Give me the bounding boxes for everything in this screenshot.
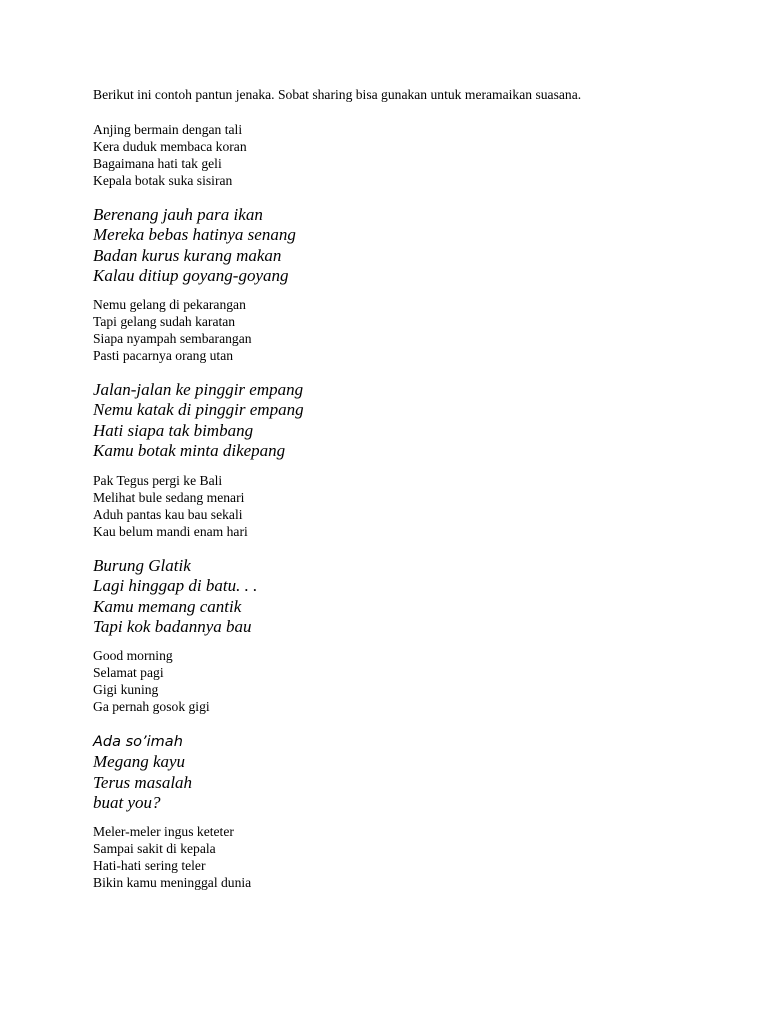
pantun-line: Tapi kok badannya bau — [93, 616, 252, 636]
pantun-line: Berenang jauh para ikan — [93, 205, 263, 224]
pantun-line: Megang kayu — [93, 752, 186, 772]
pantun-line: Kau belum mandi enam hari — [93, 524, 248, 539]
pantun-line: Jalan-jalan ke pinggir empang — [93, 380, 304, 399]
pantun-line: Ada so’imah — [93, 734, 183, 750]
pantun-stanza-5 — [93, 472, 248, 540]
pantun-line: Lagi hinggap di batu. . . — [93, 576, 258, 596]
pantun-line: Selamat pagi — [93, 665, 164, 680]
pantun-stanza-1 — [93, 121, 247, 189]
pantun-stanza-9 — [93, 823, 251, 891]
pantun-line: Bikin kamu meninggal dunia — [93, 875, 252, 890]
pantun-stanza-8 — [93, 732, 192, 813]
pantun-line: Aduh pantas kau bau sekali — [93, 507, 243, 522]
pantun-line: Terus masalah — [93, 772, 193, 792]
pantun-line: Ga pernah gosok gigi — [93, 699, 210, 714]
pantun-line: Mereka bebas hatinya senang — [93, 225, 296, 245]
pantun-stanza-4 — [93, 380, 304, 461]
pantun-line: Pasti pacarnya orang utan — [93, 348, 234, 363]
pantun-line: Anjing bermain dengan tali — [93, 122, 243, 137]
pantun-line: Sampai sakit di kepala — [93, 841, 216, 856]
intro-paragraph: Berikut ini contoh pantun jenaka. Sobat sharing bisa gunakan untuk meramaikan suasana. — [93, 87, 582, 102]
pantun-line: Kepala botak suka sisiran — [93, 173, 233, 188]
pantun-line: Nemu katak di pinggir empang — [93, 400, 304, 420]
pantun-stanza-6 — [93, 556, 257, 637]
pantun-line: Gigi kuning — [93, 682, 159, 697]
pantun-stanza-7 — [93, 647, 210, 715]
pantun-line: Hati siapa tak bimbang — [93, 420, 254, 440]
pantun-line: Bagaimana hati tak geli — [93, 156, 222, 171]
pantun-line: Burung Glatik — [93, 556, 191, 575]
pantun-line: Meler-meler ingus keteter — [93, 824, 234, 839]
pantun-line: Melihat bule sedang menari — [93, 490, 245, 505]
pantun-line: Kalau ditiup goyang-goyang — [93, 265, 289, 285]
pantun-stanza-2 — [93, 205, 296, 286]
pantun-line: Kamu memang cantik — [93, 596, 242, 616]
pantun-line: Nemu gelang di pekarangan — [93, 297, 246, 312]
pantun-line: Siapa nyampah sembarangan — [93, 331, 252, 346]
pantun-line: Pak Tegus pergi ke Bali — [93, 473, 223, 488]
pantun-line: Good morning — [93, 648, 173, 663]
pantun-line: Hati-hati sering teler — [93, 858, 206, 873]
pantun-line: Kera duduk membaca koran — [93, 139, 247, 154]
pantun-line: Kamu botak minta dikepang — [93, 440, 286, 460]
pantun-line: Tapi gelang sudah karatan — [93, 314, 236, 329]
pantun-line: Badan kurus kurang makan — [93, 245, 282, 265]
pantun-stanza-3 — [93, 296, 252, 364]
pantun-line: buat you? — [93, 792, 161, 812]
